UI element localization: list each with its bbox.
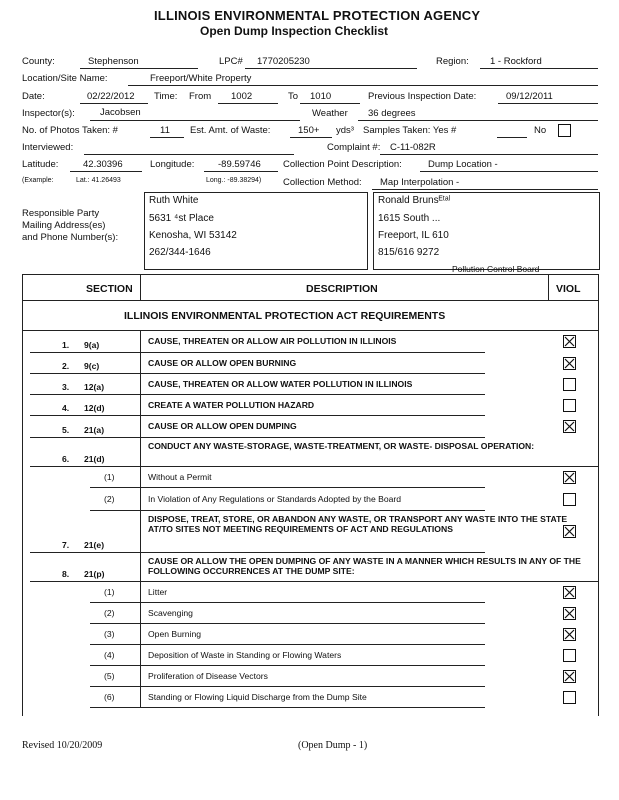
mailing-address-label: Mailing Address(es): [22, 220, 106, 231]
section-header: SECTION: [86, 283, 133, 295]
complaint-value: C-11-082R: [390, 142, 436, 153]
waste-value: 150+: [298, 125, 320, 136]
agency-title: ILLINOIS ENVIRONMENTAL PROTECTION AGENCY: [154, 8, 481, 23]
longitude-value: -89.59746: [218, 159, 261, 170]
subsection-code: (1): [104, 471, 115, 482]
violation-checkbox[interactable]: [563, 471, 576, 484]
table-row: [22, 687, 598, 708]
time-label: Time:: [154, 91, 178, 102]
violation-checkbox[interactable]: [563, 378, 576, 391]
row-description: Open Burning: [148, 628, 202, 639]
row-description: Deposition of Waste in Standing or Flowing Waters: [148, 649, 342, 660]
example-label: (Example:: [22, 177, 54, 184]
row-number: 4.: [62, 403, 70, 413]
violation-checkbox[interactable]: [563, 649, 576, 662]
section-code: 21(d): [84, 454, 105, 464]
subsection-code: (2): [104, 493, 115, 504]
collection-method-value: Map Interpolation -: [380, 177, 460, 188]
inspector-label: Inspector(s):: [22, 108, 75, 119]
violation-checkbox[interactable]: [563, 670, 576, 683]
time-to-value: 1010: [310, 91, 332, 102]
samples-no-checkbox[interactable]: [558, 124, 571, 137]
section-code: 9(a): [84, 340, 100, 350]
yds-label: yds³: [336, 125, 354, 136]
table-row: [22, 582, 598, 603]
table-row: [22, 374, 598, 395]
table-row: [22, 624, 598, 645]
responsible-party-box-2: Ronald Brunsᴱᵗᵃˡ 1615 South ... Freeport, IL 610 815/616 9272: [373, 192, 600, 270]
row-description: Without a Permit: [148, 471, 212, 482]
row-description: Proliferation of Disease Vectors: [148, 670, 268, 681]
weather-value: 36 degrees: [368, 108, 416, 119]
table-row: [22, 603, 598, 624]
region-label: Region:: [436, 56, 469, 67]
row-description: CAUSE OR ALLOW OPEN BURNING: [148, 357, 297, 368]
longitude-label: Longitude:: [150, 159, 195, 170]
photos-label: No. of Photos Taken: #: [22, 125, 118, 136]
table-row: [22, 438, 598, 467]
page-number: (Open Dump - 1): [298, 740, 368, 751]
table-row: [22, 416, 598, 438]
section-code: 12(a): [84, 382, 105, 392]
description-header: DESCRIPTION: [306, 283, 378, 295]
prev-inspection-value: 09/12/2011: [506, 91, 553, 102]
section-code: 21(a): [84, 425, 105, 435]
row-number: 1.: [62, 340, 70, 350]
date-label: Date:: [22, 91, 45, 102]
time-from-value: 1002: [231, 91, 253, 102]
collection-point-value: Dump Location -: [428, 159, 498, 170]
table-row: [22, 395, 598, 416]
row-number: 2.: [62, 361, 70, 371]
violation-checkbox[interactable]: [563, 628, 576, 641]
responsible-party-label: Responsible Party: [22, 208, 100, 219]
check-x-icon: [564, 587, 575, 598]
section-code: 21(e): [84, 540, 105, 550]
row-number: 6.: [62, 454, 70, 464]
row-description: CONDUCT ANY WASTE-STORAGE, WASTE-TREATMENT, OR WASTE- DISPOSAL OPERATION:: [148, 441, 535, 451]
row-description: Scavenging: [148, 607, 193, 618]
row-description: In Violation of Any Regulations or Standards Adopted by the Board: [148, 493, 402, 504]
violation-checkbox[interactable]: [563, 607, 576, 620]
example-long: Long.: -89.38294): [206, 177, 262, 184]
table-row: [22, 331, 598, 353]
violation-checkbox[interactable]: [563, 420, 576, 433]
inspector-value: Jacobsen: [100, 107, 141, 118]
check-x-icon: [564, 421, 575, 432]
violation-checkbox[interactable]: [563, 691, 576, 704]
act-heading: ILLINOIS ENVIRONMENTAL PROTECTION ACT REQUIREMENTS: [124, 310, 446, 322]
county-value: Stephenson: [88, 56, 139, 67]
check-x-icon: [564, 358, 575, 369]
lpc-label: LPC#: [219, 56, 243, 67]
row-description: CAUSE OR ALLOW THE OPEN DUMPING OF ANY WASTE IN A MANNER WHICH RESULTS IN ANY OF THE FOLLOWING OCCURRENCES AT THE DUMP SITE:: [148, 556, 581, 576]
location-value: Freeport/White Property: [150, 73, 252, 84]
row-description: Litter: [148, 586, 168, 597]
table-row: [22, 467, 598, 488]
subsection-code: (5): [104, 670, 115, 681]
check-x-icon: [564, 671, 575, 682]
region-value: 1 - Rockford: [490, 56, 542, 67]
table-row: [22, 488, 598, 511]
row-description: CAUSE OR ALLOW OPEN DUMPING: [148, 421, 297, 431]
form-title: Open Dump Inspection Checklist: [200, 24, 389, 38]
violation-checkbox[interactable]: [563, 525, 576, 538]
photos-value: 11: [160, 125, 170, 136]
table-row: [22, 511, 598, 553]
latitude-value: 42.30396: [83, 159, 123, 170]
subsection-code: (1): [104, 586, 115, 597]
lpc-value: 1770205230: [257, 56, 310, 67]
latitude-label: Latitude:: [22, 159, 59, 170]
check-x-icon: [564, 526, 575, 537]
violation-checkbox[interactable]: [563, 399, 576, 412]
row-number: 7.: [62, 540, 70, 550]
from-label: From: [189, 91, 212, 102]
check-x-icon: [564, 472, 575, 483]
row-description: DISPOSE, TREAT, STORE, OR ABANDON ANY WASTE, OR TRANSPORT ANY WASTE INTO THE STATE AT/TO SITES NOT MEETING REQUIREMENTS OF ACT AND REGULATIONS: [148, 514, 568, 534]
table-row: [22, 645, 598, 666]
complaint-label: Complaint #:: [327, 142, 381, 153]
collection-method-label: Collection Method:: [283, 177, 362, 188]
section-code: 21(p): [84, 569, 105, 579]
check-x-icon: [564, 336, 575, 347]
violation-checkbox[interactable]: [563, 586, 576, 599]
phone-number-label: and Phone Number(s):: [22, 232, 119, 243]
violation-checkbox[interactable]: [563, 493, 576, 506]
violation-checkbox[interactable]: [563, 335, 576, 348]
to-label: To: [288, 91, 299, 102]
county-label: County:: [22, 56, 55, 67]
row-description: CREATE A WATER POLLUTION HAZARD: [148, 399, 315, 410]
row-number: 5.: [62, 425, 70, 435]
location-label: Location/Site Name:: [22, 73, 108, 84]
table-row: [22, 666, 598, 687]
check-x-icon: [564, 629, 575, 640]
interviewed-label: Interviewed:: [22, 142, 74, 153]
viol-header: VIOL: [556, 283, 581, 295]
check-x-icon: [564, 608, 575, 619]
waste-label: Est. Amt. of Waste:: [190, 125, 271, 136]
subsection-code: (4): [104, 649, 115, 660]
row-number: 3.: [62, 382, 70, 392]
subsection-code: (6): [104, 691, 115, 702]
row-description: Standing or Flowing Liquid Discharge from the Dump Site: [148, 691, 367, 702]
section-code: 12(d): [84, 403, 105, 413]
no-label: No: [534, 125, 547, 136]
example-lat: Lat.: 41.26493: [76, 177, 121, 184]
prev-inspection-label: Previous Inspection Date:: [368, 91, 477, 102]
samples-label: Samples Taken: Yes #: [363, 125, 457, 136]
section-code: 9(c): [84, 361, 100, 371]
subsection-code: (3): [104, 628, 115, 639]
collection-point-label: Collection Point Description:: [283, 159, 402, 170]
weather-label: Weather: [312, 108, 348, 119]
subsection-code: (2): [104, 607, 115, 618]
date-value: 02/22/2012: [87, 91, 135, 102]
violation-checkbox[interactable]: [563, 357, 576, 370]
row-description: CAUSE, THREATEN OR ALLOW WATER POLLUTION IN ILLINOIS: [148, 378, 413, 389]
row-number: 8.: [62, 569, 70, 579]
table-row: [22, 353, 598, 374]
responsible-party-box-1: Ruth White 5631 ⁴st Place Kenosha, WI 53142 262/344-1646: [144, 192, 368, 270]
row-description: CAUSE, THREATEN OR ALLOW AIR POLLUTION IN ILLINOIS: [148, 336, 397, 346]
table-row: [22, 553, 598, 582]
board-stamp: Pollution Control Board: [452, 264, 540, 274]
revised-date: Revised 10/20/2009: [22, 740, 103, 751]
